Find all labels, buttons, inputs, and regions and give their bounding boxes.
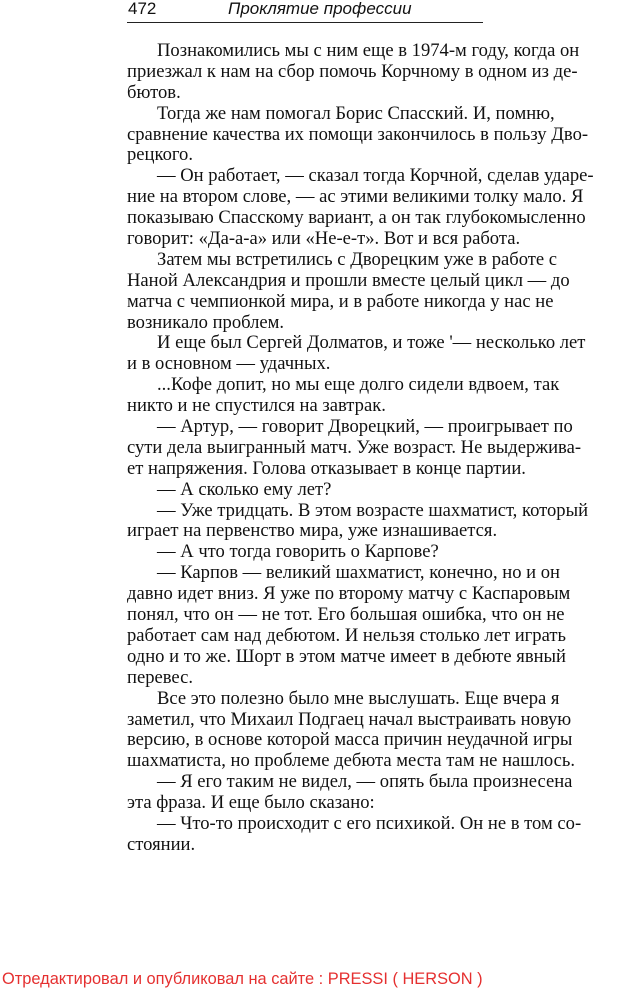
running-title: Проклятие профессии xyxy=(228,0,412,18)
text-line: эта фраза. И еще было сказано: xyxy=(127,792,375,814)
running-header xyxy=(127,0,483,23)
text-line: ние на втором слове, — ас этими великими толку мало. Я xyxy=(127,186,584,208)
text-line: возникало проблем. xyxy=(127,311,285,333)
text-line: — Я его таким не видел, — опять была произнесена xyxy=(157,771,573,793)
text-line: — А что тогда говорить о Карпове? xyxy=(157,541,439,563)
text-line: никто и не спустился на завтрак. xyxy=(127,395,386,417)
text-line: играет на первенство мира, уже изнашивается. xyxy=(127,520,498,542)
text-line: — Карпов — великий шахматист, конечно, но и он xyxy=(157,562,560,584)
text-line: И еще был Сергей Долматов, и тоже '— несколько лет xyxy=(157,332,586,354)
text-line: давно идет вниз. Я уже по второму матчу с Каспаровым xyxy=(127,583,571,605)
text-line: ...Кофе допит, но мы еще долго сидели вдвоем, так xyxy=(157,374,560,396)
text-line: — Он работает, — сказал тогда Корчной, сделав ударе- xyxy=(157,165,594,187)
text-line: говорит: «Да-а-а» или «Не-е-т». Вот и вся работа. xyxy=(127,228,521,250)
text-line: Наной Александрия и прошли вместе целый цикл — до xyxy=(127,269,570,291)
text-line: — А сколько ему лет? xyxy=(157,478,332,500)
text-line: матча с чемпионкой мира, и в работе никогда у нас не xyxy=(127,290,554,312)
text-line: приезжал к нам на сбор помочь Корчному в одном из де- xyxy=(127,60,578,82)
text-line: рецкого. xyxy=(127,144,193,166)
text-line: Тогда же нам помогал Борис Спасский. И, помню, xyxy=(157,102,555,124)
text-line: — Артур, — говорит Дворецкий, — проигрывает по xyxy=(157,416,573,438)
text-line: одно и то же. Шорт в этом матче имеет в дебюте явный xyxy=(127,645,567,667)
page-number: 472 xyxy=(128,0,157,18)
text-line: показываю Спасскому вариант, а он так глубокомысленно xyxy=(127,207,586,229)
text-line: — Уже тридцать. В этом возрасте шахматист, который xyxy=(157,499,589,521)
text-line: шахматиста, но проблеме дебюта места там не нашлось. xyxy=(127,750,576,772)
text-line: перевес. xyxy=(127,666,194,688)
text-line: и в основном — удачных. xyxy=(127,353,331,375)
text-line: — Что-то происходит с его психикой. Он не в том со- xyxy=(157,812,582,834)
footer-credit: Отредактировал и опубликовал на сайте : PRESSI ( HERSON ) xyxy=(2,970,483,988)
text-line: стоянии. xyxy=(127,833,196,855)
text-line: заметил, что Михаил Подгаец начал выстраивать новую xyxy=(127,708,572,730)
text-line: сравнение качества их помощи закончилось в пользу Дво- xyxy=(127,123,589,145)
text-line: понял, что он — не тот. Его большая ошибка, что он не xyxy=(127,604,565,626)
text-line: бютов. xyxy=(127,81,181,103)
text-line: версию, в основе которой масса причин неудачной игры xyxy=(127,729,573,751)
text-line: Познакомились мы с ним еще в 1974-м году, когда он xyxy=(157,40,580,61)
text-line: сути дела выигранный матч. Уже возраст. Не выдержива- xyxy=(127,436,582,458)
text-line: работает сам над дебютом. И нельзя столько лет играть xyxy=(127,624,566,646)
body-text xyxy=(127,41,620,856)
text-line: Затем мы встретились с Дворецким уже в работе с xyxy=(157,248,558,270)
text-line: ет напряжения. Голова отказывает в конце партии. xyxy=(127,457,526,479)
text-line: Все это полезно было мне выслушать. Еще вчера я xyxy=(157,687,560,709)
